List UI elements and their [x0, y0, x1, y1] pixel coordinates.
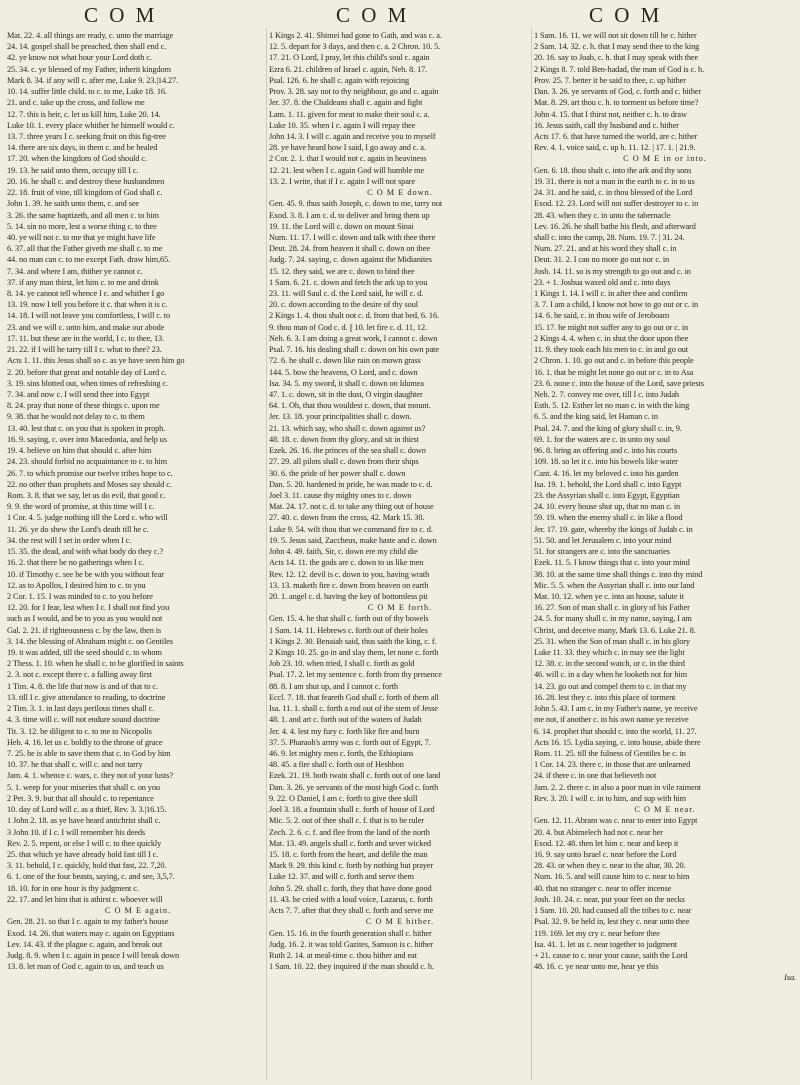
concordance-entry: Exod. 12. 23. Lord will not suffer destroyer to c. in [534, 199, 699, 209]
concordance-entry: Cant. 4. 16. let my beloved c. into his garden [534, 468, 679, 478]
concordance-entry: 51. 50. and let Jerusalem c. into your mind [534, 535, 672, 545]
concordance-entry: 37. if any man thirst, let him c. to me and drink [7, 277, 159, 287]
concordance-entry: 12. 20. for I fear, lest when I c. I shall not find you [7, 603, 170, 613]
concordance-entry: Judg. 7. 24. saying, c. down against the Midianites [269, 255, 432, 265]
concordance-entry: Rev. 12. 12. devil is c. down to you, having wrath [269, 569, 430, 579]
concordance-entry: 2 Kings 10. 25. go in and slay them, let none c. forth [269, 648, 439, 658]
section-heading: C O M E again. [104, 906, 172, 916]
concordance-entry: Mic. 5. 5. when the Assyrian shall c. into our land [534, 580, 695, 590]
concordance-entry: 59. 19. when the enemy shall c. in like a flood [534, 513, 683, 523]
concordance-entry: 5. 14. sin no more, lest a worse thing c. to thee [7, 221, 157, 231]
concordance-entry: 17. 21. O Lord, I pray, let this child's soul c. again [269, 53, 430, 63]
concordance-entry: Exod. 3. 8. I am c. d. to deliver and bring them up [269, 210, 430, 220]
concordance-entry: 1 John 2. 18. as ye have heard antichrist shall c. [7, 816, 161, 826]
concordance-entry: Lev. 16. 26. he shall bathe his flesh, and afterward [534, 221, 696, 231]
concordance-entry: Jer. 13. 18. your principalities shall c. down. [269, 412, 412, 422]
concordance-entry: 26. 7. to which promise our twelve tribes hope to c. [7, 468, 173, 478]
concordance-entry: Acts 14. 11. the gods are c. down to us like men [269, 558, 424, 568]
concordance-entry: 19. 31. there is not a man in the earth to c. in to us [534, 176, 695, 186]
concordance-entry: 1 Sam. 16. 11. we will not sit down till he c. hither [534, 31, 697, 40]
concordance-entry: 14. 6. he said, c. in thou wife of Jeroboam [534, 311, 670, 321]
concordance-entry: Jer. 17. 19. gate, whereby the kings of Judah c. in [534, 524, 693, 534]
concordance-columns [0, 30, 800, 1080]
concordance-entry: shall c. into the camp, 28. Num. 19. 7. | 31. 24. [534, 232, 685, 242]
concordance-entry: 12. 5. depart for 3 days, and then c. a. 2 Chron. 10. 5. [269, 42, 441, 52]
concordance-entry: Mat. 22. 4. all things are ready, c. unto the marriage [7, 31, 174, 40]
concordance-entry: 2 Thess. 1. 10. when he shall c. to be glorified in saints [7, 659, 184, 669]
concordance-entry: Ezra 6. 21. children of Israel c. again, Neh. 8. 17. [269, 64, 428, 74]
concordance-entry: Exod. 14. 26. that waters may c. again on Egyptians [7, 928, 175, 938]
concordance-entry: 27. 29. all pilots shall c. down from their ships [269, 457, 419, 467]
concordance-entry: Acts 1. 11. this Jesus shall so c. as ye have seen him go [7, 356, 185, 366]
concordance-entry: 16. 9. say unto Israel c. near before the Lord [534, 849, 677, 859]
concordance-entry: 1 Cor. 4. 5. judge nothing till the Lord c. who will [7, 513, 168, 523]
concordance-entry: Deut. 31. 2. I can no more go out nor c. in [534, 255, 670, 265]
concordance-entry: + 21. cause to c. near your cause, saith the Lord [534, 950, 688, 960]
concordance-entry: 20. 16. say to Joab, c. h. that I may speak with thee [534, 53, 699, 63]
concordance-entry: 1 Sam. 14. 11. Hebrews c. forth out of their holes [269, 625, 428, 635]
concordance-entry: 10. day of Lord will c. as a thief, Rev. 3. 3.|16.15. [7, 805, 167, 815]
concordance-entry: 119. 169. let my cry c. near before thee [534, 928, 660, 938]
concordance-entry: Neh. 2. 7. convey me over, till I c. into Judah [534, 390, 679, 399]
concordance-entry: 24. 10. every house shut up, that no man c. in [534, 502, 681, 512]
concordance-entry: Acts 17. 6. that have turned the world, are c. hither [534, 131, 698, 141]
concordance-entry: John 4. 49. faith, Sir, c. down ere my child die [269, 547, 418, 557]
concordance-entry: 47. 1. c. down, sit in the dust, O virgin daughter [269, 390, 423, 399]
concordance-entry: Jer. 4. 4. lest my fury c. forth like fire and burn [269, 726, 420, 736]
concordance-entry: Tit. 3. 12. be diligent to c. to me to Nicopolis [7, 726, 152, 736]
concordance-entry: 13. till I c. give attendance to reading, to doctrine [7, 692, 166, 702]
concordance-entry: 6. 14. prophet that should c. into the world, 11. 27. [534, 726, 697, 736]
concordance-entry: 15. 18. c. forth from the heart, and defile the man [269, 849, 428, 859]
concordance-entry: Psal. 7. 16. his dealing shall c. down on his own pate [269, 345, 439, 355]
concordance-entry: Mark 9. 29. this kind c. forth by nothing but prayer [269, 861, 434, 871]
concordance-entry: 12. 7. this is heir, c. let us kill him, Luke 20. 14. [7, 109, 161, 119]
concordance-entry: 2. 20. before that great and notable day of Lord c. [7, 367, 167, 377]
concordance-entry: 25. 31. when the Son of man shall c. in his glory [534, 636, 690, 646]
concordance-entry: Num. 11. 17. I will c. down and talk with thee there [269, 232, 436, 242]
concordance-entry: Job 23. 10. when tried, I shall c. forth as gold [269, 659, 415, 669]
concordance-entry: 13. 8. let man of God c. again to us, and teach us [7, 962, 164, 972]
concordance-entry: Prov. 3. 28. say not to thy neighbour, go and c. again [269, 87, 439, 97]
concordance-entry: 1 Kings 2. 30. Benaiah said, thus saith the king, c. f. [269, 636, 437, 646]
concordance-entry: Dan. 3. 26. ye servants of the most high God c. forth [269, 782, 439, 792]
concordance-entry: 3. 7. I am a child, I know not how to go out or c. in [534, 300, 699, 310]
concordance-entry: Acts 16. 15. Lydia saying, c. into house, abide there [534, 737, 701, 747]
concordance-entry: John 5. 29. shall c. forth, they that have done good [269, 883, 432, 893]
concordance-entry: 2 Tim. 3. 1. in last days perilous times shall c. [7, 704, 155, 714]
concordance-entry: Joel 3. 11. cause thy mighty ones to c. down [269, 490, 412, 500]
concordance-entry: 19. 5. Jesus said, Zaccheus, make haste and c. down [269, 535, 437, 545]
concordance-entry: 12. as to Apollos, I desired him to c. to you [7, 580, 146, 590]
concordance-entry: 11. 26. ye do shew the Lord's death till he c. [7, 524, 149, 534]
concordance-entry: 3. 19. sins blotted out, when times of refreshing c. [7, 378, 168, 388]
concordance-entry: 11. 9. they took each his men to c. in and go out [534, 345, 689, 355]
concordance-entry: 51. for strangers are c. into the sanctuaries [534, 547, 670, 557]
running-head-left: C O M [84, 3, 158, 27]
concordance-entry: 1 Sam. 10. 20. had caused all the tribes to c. near [534, 906, 692, 916]
concordance-entry: 23. + 1. Joshua waxed old and c. into days [534, 277, 671, 287]
section-heading: C O M E near. [634, 805, 696, 815]
concordance-entry: 1 Kings 2. 41. Shimei had gone to Gath, and was c. a. [269, 31, 442, 40]
concordance-entry: 23. the Assyrian shall c. into Egypt, Egyptian [534, 490, 680, 500]
concordance-entry: Num. 16. 5. and will cause him to c. near to him [534, 872, 690, 882]
concordance-entry: 2. 3. not c. except there c. a falling away first [7, 670, 152, 680]
concordance-entry: Luke 9. 54. wilt thou that we command fire to c. d. [269, 524, 433, 534]
concordance-entry: Mat. 8. 29. art thou c. h. to torment us before time? [534, 98, 699, 108]
concordance-entry: Mark 8. 34. if any will c. after me, Luke 9. 23.|14.27. [7, 75, 179, 85]
concordance-entry: 21. and c. take up the cross, and follow me [7, 98, 145, 108]
concordance-entry: 3. 11. behold, I c. quickly, hold that fast, 22. 7,20. [7, 861, 167, 871]
concordance-entry: 3. 26. the same baptizeth, and all men c. to him [7, 210, 159, 220]
concordance-entry: Gen. 6. 18. thou shalt c. into the ark and thy sons [534, 165, 692, 175]
concordance-entry: Eccl. 7. 18. that feareth God shall c. forth of them all [269, 692, 439, 702]
concordance-entry: such as I would, and be to you as you would not [7, 614, 163, 624]
concordance-entry: 11. 43. he cried with a loud voice, Lazarus, c. forth [269, 894, 433, 904]
concordance-entry: 20. c. down according to the desire of thy soul [269, 300, 418, 310]
concordance-entry: 48. 1. and art c. forth out of the waters of Judah [269, 715, 422, 725]
concordance-entry: 16. 2. that there be no gatherings when I c. [7, 558, 145, 568]
concordance-entry: 10. 37. he that shall c. will c. and not tarry [7, 760, 143, 770]
concordance-entry: 1 Tim. 4. 8. the life that now is and of that to c. [7, 681, 158, 691]
concordance-entry: Luke 10. 1. every place whither he himself would c. [7, 120, 175, 130]
concordance-entry: Neh. 6. 3. I am doing a great work, I cannot c. down [269, 333, 438, 343]
concordance-entry: me not, if another c. in his own name ye receive [534, 715, 689, 725]
concordance-entry: Isa. 41. 1. let us c. near together to judgment [534, 939, 677, 949]
concordance-entry: 24. if there c. in one that believeth not [534, 771, 657, 781]
concordance-entry: 15. 12. they said, we are c. down to bind thee [269, 266, 415, 276]
concordance-entry: 19. 13. he said unto them, occupy till I c. [7, 165, 139, 175]
concordance-entry: 6. 1. one of the four beasts, saying, c. and see, 3,5,7. [7, 872, 175, 882]
concordance-entry: 15. 17. he might not suffer any to go out or c. in [534, 322, 689, 332]
concordance-entry: 10. 14. suffer little child. to c. to me, Luke 18. 16. [7, 87, 167, 97]
concordance-entry: 17. 11. but these are in the world, I c. to thee, 13. [7, 333, 165, 343]
concordance-entry: Esth. 5. 12. Esther let no man c. in with the king [534, 401, 690, 411]
concordance-entry: 22. 17. and let him that is athirst c. whoever will [7, 894, 163, 904]
concordance-entry: 21. 13. which say, who shall c. down against us? [269, 423, 426, 433]
concordance-entry: Gen. 12. 11. Abram was c. near to enter into Egypt [534, 816, 698, 826]
concordance-entry: 20. 4. but Abimelech had not c. near her [534, 827, 663, 837]
concordance-entry: 28. 43. when they c. in unto the tabernacle [534, 210, 671, 220]
concordance-entry: Ezek. 26. 16. the princes of the sea shall c. down [269, 446, 426, 456]
concordance-entry: 2 Pet. 3. 9. but that all should c. to repentance [7, 793, 154, 803]
concordance-entry: 14. 18. I will not leave you comfortless, I will c. to [7, 311, 171, 321]
concordance-entry: Psal. 24. 7. and the king of glory shall c. in, 9. [534, 423, 682, 433]
concordance-entry: Deut. 28. 24. from heaven it shall c. down on thee [269, 244, 430, 254]
concordance-entry: 13. 19. now I tell you before it c. that when it is c. [7, 300, 168, 310]
concordance-entry: 13. 7. three years I c. seeking fruit on this fig-tree [7, 131, 166, 141]
concordance-entry: 1 Cor. 14. 23. there c. in those that are unlearned [534, 760, 691, 770]
concordance-entry: Isa. 19. 1. behold, the Lord shall c. into Egypt [534, 479, 682, 489]
concordance-entry: 13. 2. I write, that if I c. again I will not spare [269, 176, 416, 186]
concordance-entry: 144. 5. bow the heavens, O Lord, and c. down [269, 367, 418, 377]
concordance-entry: 10. if Timothy c. see he be with you without fear [7, 569, 164, 579]
concordance-entry: Luke 11. 33. they which c. in may see the light [534, 648, 685, 658]
concordance-entry: 48. 18. c. down from thy glory, and sit in thirst [269, 434, 419, 444]
concordance-entry: 23. 11. will Saul c. d. the Lord said, he will c. d. [269, 289, 424, 299]
concordance-entry: 2 Kings 1. 4. thou shalt not c. d. from that bed, 6. 16. [269, 311, 440, 321]
concordance-entry: Dan. 3. 26. ye servants of God, c. forth and c. hither [534, 87, 702, 97]
concordance-entry: 42. ye know not what hour your Lord doth c. [7, 53, 152, 63]
concordance-entry: Rev. 3. 20. I will c. in to him, and sup with him [534, 793, 686, 803]
concordance-entry: 19. it was added, till the seed should c. to whom [7, 648, 162, 658]
concordance-entry: Luke 10. 35. when I c. again I will repay thee [269, 120, 416, 130]
concordance-entry: Exod. 12. 48. then let him c. near and keep it [534, 838, 679, 848]
concordance-entry: Gen. 15. 4. he that shall c. forth out of thy bowels [269, 614, 429, 624]
concordance-entry: Rev. 4. 1. voice said, c. up h. 11. 12. | 17. 1. | 21.9. [534, 143, 696, 153]
concordance-entry: 6. 5. and the king said, let Haman c. in [534, 412, 658, 422]
running-head-right: C O M [589, 3, 663, 27]
concordance-entry: 16. 28. lest they c. into this place of torment [534, 692, 676, 702]
column-middle [269, 30, 531, 1080]
concordance-entry: 3 John 10. if I c. I will remember his deeds [7, 827, 145, 837]
concordance-entry: 24. 31. and he said, c. in thou blessed of the Lord [534, 188, 693, 198]
concordance-entry: 3. 14. the blessing of Abraham might c. on Gentiles [7, 636, 173, 646]
concordance-entry: 19. 11. the Lord will c. down on mount Sinai [269, 221, 414, 231]
concordance-entry: Dan. 5. 20. hardened in pride, he was made to c. d. [269, 479, 433, 489]
concordance-entry: 2 Sam. 14. 32. c. h. that I may send thee to the king [534, 42, 700, 52]
concordance-entry: Mat. 13. 49. angels shall c. forth and sever wicked [269, 838, 431, 848]
concordance-entry: Judg. 16. 2. it was told Gazites, Samson is c. hither [269, 939, 434, 949]
concordance-entry: 7. 25. he is able to save them that c. to God by him [7, 749, 171, 758]
concordance-entry: 88. 8. I am shut up, and I cannot c. forth [269, 681, 398, 691]
concordance-entry: 16. 9. saying, c. over into Macedonia, and help us [7, 434, 167, 444]
concordance-entry: 25. 34. c. ye blessed of my Father, inherit kingdom [7, 64, 171, 74]
concordance-entry: 17. 20. when the kingdom of God should c. [7, 154, 147, 164]
concordance-entry: Christ, and deceive many, Mark 13. 6. Luke 21. 8. [534, 625, 696, 635]
concordance-entry: 6. 37. all that the Father giveth me shall c. to me [7, 244, 163, 254]
concordance-entry: 14. 23. go out and compel them to c. in that my [534, 681, 687, 691]
column-left [7, 30, 269, 1080]
concordance-entry: Josh. 14. 11. so is my strength to go out and c. in [534, 266, 691, 276]
concordance-entry: Mat. 10. 12. when ye c. into an house, salute it [534, 591, 684, 601]
running-header [0, 2, 800, 28]
concordance-entry: Acts 7. 7. after that they shall c. forth and serve me [269, 906, 434, 916]
concordance-entry: Luke 12. 37. and will c. forth and serve them [269, 872, 414, 882]
concordance-entry: John 1. 39. he saith unto them, c. and see [7, 199, 139, 209]
concordance-entry: 12. 38. c. in the second watch, or c. in the third [534, 659, 685, 669]
concordance-entry: John 14. 3. I will c. again and receive you to myself [269, 131, 436, 141]
concordance-entry: Psal. 17. 2. let my sentence c. forth from thy presence [269, 670, 442, 680]
concordance-entry: Rom. 11. 25. till the fulness of Gentiles be c. in [534, 749, 686, 758]
concordance-entry: 2 Cor. 1. 15. I was minded to c. to you before [7, 591, 153, 601]
concordance-entry: 9. 9. the word of promise, at this time will I c. [7, 502, 155, 512]
concordance-entry: 15. 35. the dead, and with what body do they c.? [7, 547, 164, 557]
concordance-entry: Gen. 15. 16. in the fourth generation shall c. hither [269, 928, 432, 938]
concordance-entry: 22. no other than prophets and Moses say should c. [7, 479, 172, 489]
concordance-entry: 23. and we will c. unto him, and make our abode [7, 322, 165, 332]
concordance-entry: Num. 27. 21. and at his word they shall c. in [534, 244, 677, 254]
concordance-entry: 34. the rest will I set in order when I c. [7, 535, 132, 545]
concordance-entry: Ezek. 21. 19. both twain shall c. forth out of one land [269, 771, 441, 781]
concordance-entry: 24. 14. gospel shall be preached, then shall end c. [7, 42, 167, 52]
concordance-entry: 20. 1. angel c. d. having the key of bottomless pit [269, 591, 428, 601]
concordance-entry: Ruth 2. 14. at meal-time c. thou hither and eat [269, 950, 417, 960]
concordance-entry: 4. 3. time will c. will not endure sound doctrine [7, 715, 160, 725]
concordance-entry: 64. 1. Oh, that thou wouldest c. down, that mount. [269, 401, 431, 411]
concordance-entry: 24. 5. for many shall c. in my name, saying, I am [534, 614, 692, 624]
concordance-entry: 48. 16. c. ye near unto me, hear ye this [534, 962, 659, 972]
concordance-entry: 44. no man can c. to me except Fath. draw him,65. [7, 255, 171, 265]
concordance-entry: 69. 1. for the waters are c. in unto my soul [534, 434, 670, 444]
concordance-entry: Isa. 34. 5. my sword, it shall c. down on Idumea [269, 378, 424, 388]
section-heading: C O M E in or into. [623, 154, 707, 164]
concordance-entry: Gen. 28. 21. so that I c. again to my father's house [7, 917, 169, 927]
section-heading: C O M E hither. [365, 917, 435, 927]
concordance-entry: 1 Kings 1. 14. I will c. in after thee and confirm [534, 289, 688, 299]
concordance-entry: 13. 13. maketh fire c. down from heaven on earth [269, 580, 429, 590]
concordance-entry: 14. there are six days, in them c. and be healed [7, 143, 158, 153]
concordance-entry: Jam. 2. 2. there c. in also a poor man in vile raiment [534, 782, 701, 792]
concordance-entry: Isa. 11. 1. shall c. forth a rod out of the stem of Jesse [269, 704, 438, 714]
concordance-entry: 1 Sam. 10. 22. they inquired if the man should c. h. [269, 962, 434, 972]
concordance-entry: John 5. 43. I am c. in my Father's name, ye receive [534, 704, 698, 714]
concordance-entry: Mat. 24. 17. not c. d. to take any thing out of house [269, 502, 434, 512]
concordance-entry: Mic. 5. 2. out of thee shall c. f. that is to be ruler [269, 816, 424, 826]
concordance-entry: Judg. 8. 9. when I c. again in peace I will break down [7, 950, 180, 960]
concordance-entry: Psal. 126. 6. he shall c. again with rejoicing [269, 75, 410, 85]
concordance-entry: Rom. 3. 8. that we say, let us do evil, that good c. [7, 490, 166, 500]
concordance-entry: 2 Cor. 2. 1. that I would not c. again in heaviness [269, 154, 427, 164]
concordance-entry: 1 Sam. 6. 21. c. down and fetch the ark up to you [269, 277, 428, 287]
concordance-entry: Joel 3. 18. a fountain shall c. forth of house of Lord [269, 805, 435, 815]
concordance-entry: 7. 34. and now c. I will send thee into Egypt [7, 390, 150, 399]
concordance-entry: 22. 18. fruit of vine, till kingdom of God shall c. [7, 188, 163, 198]
concordance-entry: 2 Chron. 1. 10. go out and c. in before this people [534, 356, 694, 366]
concordance-entry: 46. 9. let mighty men c. forth, the Ethiopians [269, 749, 414, 758]
concordance-entry: 28. ye have heard how I said, I go away and c. a. [269, 143, 426, 153]
catchword: Isa. [784, 973, 796, 983]
concordance-entry: Rev. 2. 5. repent, or else I will c. to thee quickly [7, 838, 162, 848]
concordance-entry: 9. 22. O Daniel, I am c. forth to give thee skill [269, 793, 418, 803]
concordance-entry: Psal. 32. 9. be held in, lest they c. near unto thee [534, 917, 690, 927]
concordance-entry: 20. 16. he shall c. and destroy these husbandmen [7, 176, 165, 186]
concordance-entry: 46. will c. in a day when he looketh not for him [534, 670, 688, 680]
running-head-middle: C O M [336, 3, 410, 27]
concordance-entry: 27. 40. c. down from the cross, 42. Mark 15. 30. [269, 513, 425, 523]
concordance-entry: 96. 8. bring an offering and c. into his courts [534, 446, 678, 456]
concordance-entry: Prov. 25. 7. better it be said to thee, c. up hither [534, 75, 686, 85]
concordance-entry: 2 Kings 8. 7. told Ben-hadad, the man of God is c. h. [534, 64, 705, 74]
concordance-entry: John 4. 15. that I thirst not, neither c. h. to draw [534, 109, 687, 119]
concordance-entry: 40. ye will not c. to me that ye might have life [7, 232, 156, 242]
concordance-entry: 8. 14. ye cannot tell whence I c. and whither I go [7, 289, 165, 299]
concordance-entry: Lev. 14. 43. if the plague c. again, and break out [7, 939, 163, 949]
concordance-entry: 21. 22. if I will he tarry till I c. what to thee? 23. [7, 345, 162, 355]
concordance-entry: Gen. 45. 9. thus saith Joseph, c. down to me, tarry not [269, 199, 443, 209]
concordance-entry: 25. that which ye have already hold fast till I c. [7, 849, 159, 859]
concordance-entry: 30. 6. the pride of her power shall c. down [269, 468, 406, 478]
concordance-entry: 28. 43. or when they c. near to the altar, 30. 20. [534, 861, 686, 871]
concordance-entry: Jer. 37. 8. the Chaldeans shall c. again and fight [269, 98, 423, 108]
concordance-entry: 9. thou man of God c. d. || 10. let fire c. d. 11, 12. [269, 322, 427, 332]
concordance-entry: 48. 45. a fire shall c. forth out of Heshbon [269, 760, 404, 770]
concordance-entry: 12. 21. lest when I c. again God will humble me [269, 165, 424, 175]
concordance-entry: 38. 10. at the same time shall things c. into thy mind [534, 569, 703, 579]
section-heading: C O M E down. [367, 188, 433, 198]
concordance-entry: 16. 1. that he might let none go out or c. in to Asa [534, 367, 694, 377]
concordance-entry: 23. 6. none c. into the house of the Lord, save priests [534, 378, 704, 388]
concordance-entry: 19. 4. believe on him that should c. after him [7, 446, 152, 456]
concordance-entry: Zech. 2. 6. c. f. and flee from the land of the north [269, 827, 430, 837]
concordance-entry: 9. 38. that he would not delay to c. to them [7, 412, 145, 422]
concordance-entry: 72. 6. he shall c. down like rain on mown grass [269, 356, 421, 366]
column-right [534, 30, 796, 1080]
concordance-entry: 18. 10. for in one hour is thy judgment c. [7, 883, 139, 893]
concordance-entry: 16. Jesus saith, call thy husband and c. hither [534, 120, 679, 130]
concordance-entry: Ezek. 11. 5. I know things that c. into your mind [534, 558, 690, 568]
concordance-entry: Heb. 4. 16. let us c. boldly to the throne of grace [7, 737, 163, 747]
concordance-entry: Gal. 2. 21. if righteousness c. by the law, then is [7, 625, 162, 635]
concordance-entry: 24. 23. should forbid no acquaintance to c. to him [7, 457, 167, 467]
concordance-entry: Jam. 4. 1. whence c. wars, c. they not of your lusts? [7, 771, 173, 781]
concordance-entry: 13. 40. lest that c. on you that is spoken in proph. [7, 423, 166, 433]
concordance-entry: 109. 18. so let it c. into his bowels like water [534, 457, 678, 467]
concordance-entry: 2 Kings 4. 4. when c. in shut the door upon thee [534, 333, 689, 343]
section-heading: C O M E forth. [367, 603, 433, 613]
concordance-entry: 8. 24. pray that none of these things c. upon me [7, 401, 160, 411]
concordance-entry: 7. 34. and where I am, thither ye cannot c. [7, 266, 143, 276]
concordance-entry: 16. 27. Son of man shall c. in glory of his Father [534, 603, 690, 613]
concordance-entry: 40. that no stranger c. near to offer incense [534, 883, 672, 893]
concordance-entry: 5. 1. weep for your miseries that shall c. on you [7, 782, 160, 792]
concordance-entry: 37. 5. Pharaoh's army was c. forth out of Egypt, 7. [269, 737, 431, 747]
concordance-entry: Lam. 1. 11. given for meat to make their soul c. a. [269, 109, 430, 119]
concordance-entry: Josh. 10. 24. c. near, put your feet on the necks [534, 894, 685, 904]
